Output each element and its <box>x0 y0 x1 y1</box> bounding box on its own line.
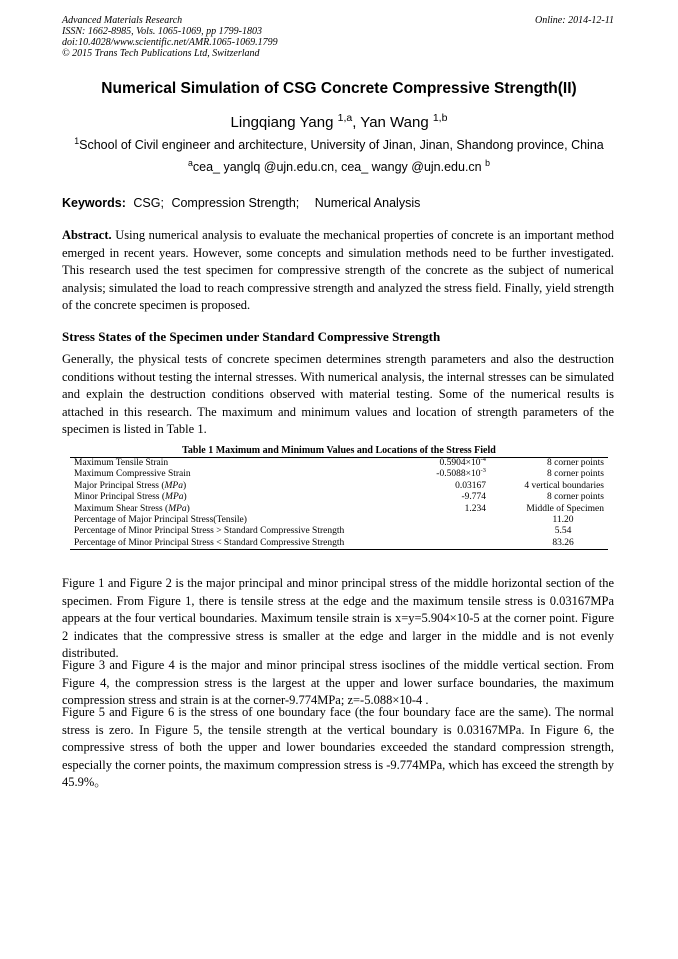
row-value: 1.234 <box>464 503 486 514</box>
table-row <box>70 492 608 503</box>
online-date: Online: 2014-12-11 <box>535 15 614 26</box>
author-emails <box>0 157 678 174</box>
row-location: 8 corner points <box>547 458 604 468</box>
row-value: 11.20 <box>552 515 574 526</box>
table-row <box>70 504 608 515</box>
keywords-label: Keywords: <box>62 196 126 210</box>
body-paragraph: Figure 3 and Figure 4 is the major and minor principal stress isoclines of the middle vertical section. From Figure 4, the compression stress is the largest at the upper and lower surface boundaries, the maximum compression stress and strain is at the corner-9.774MPa; z=-5.088×10-4 . <box>62 658 614 707</box>
body-paragraph: Figure 5 and Figure 6 is the stress of one boundary face (the four boundary face are the same). The normal stress is zero. In Figure 5, the tensile strength at the vertical boundary is 0.03167MPa. In Figure 6, the compressive stress of both the upper and lower boundaries exceeded the standard compression strength, especially the corner points, the maximum compression stress is -9.774MPa, which has exceed the strength by 45.9%。 <box>62 705 614 789</box>
row-value: 0.03167 <box>455 480 486 491</box>
row-location: Middle of Specimen <box>526 503 604 514</box>
abstract-text: Using numerical analysis to evaluate the mechanical properties of concrete is an important method emerged in recent years. However, some concepts and simulation methods need to be further investigated. This research used the test specimen for compressive strength of the concrete as the subject of numerical analysis; simulated the load to reach compressive strength and analyzed the stress field. Finally, yield strength of the concrete specimen is proposed. <box>62 228 615 312</box>
keyword: Numerical Analysis <box>314 196 421 210</box>
row-label: Maximum Shear Stress (MPa) <box>74 503 190 514</box>
email-superscript-a: a <box>188 157 193 168</box>
table-caption: Table 1 Maximum and Minimum Values and Locations of the Stress Field <box>182 445 496 456</box>
author-list <box>0 114 678 131</box>
journal-header <box>62 15 614 59</box>
row-location: 4 vertical boundaries <box>524 480 604 491</box>
affiliation-superscript: 1 <box>74 135 80 146</box>
table-row <box>70 469 608 480</box>
keyword: CSG; <box>133 196 164 210</box>
author-name: Lingqiang Yang <box>230 114 334 131</box>
row-label: Major Principal Stress (MPa) <box>74 480 187 491</box>
author-superscript: 1,a <box>337 112 353 124</box>
row-label: Percentage of Major Principal Stress(Tensile) <box>74 515 247 526</box>
table-row <box>70 515 608 526</box>
affiliation <box>0 135 678 152</box>
row-value: -9.774 <box>461 492 486 503</box>
row-value: $-0.5088\times 10^{-3}$ <box>436 467 486 480</box>
section-heading: Stress States of the Specimen under Standard Compressive Strength <box>62 329 441 344</box>
email-text[interactable]: cea_ yanglq @ujn.edu.cn, cea_ wangy @ujn.edu.cn <box>192 160 482 174</box>
paper-title: Numerical Simulation of CSG Concrete Compressive Strength(II) <box>101 80 577 97</box>
row-label: Minor Principal Stress (MPa) <box>74 492 187 503</box>
abstract <box>62 227 614 315</box>
row-location: 8 corner points <box>547 492 604 503</box>
keywords <box>62 196 614 210</box>
keyword: Compression Strength; <box>171 196 300 210</box>
body-paragraph: Figure 1 and Figure 2 is the major principal and minor principal stress of the middle horizontal section of the specimen. From Figure 1, there is tensile stress at the edge and the maximum tensile stress is 0.03167MPa appears at the four vertical boundaries. Maximum tensile strain is x=y=5.904×10-5 at the corner point. Figure 2 indicates that the compressive stress is smaller at the edge and larger in the middle and is not evenly distributed. <box>62 576 614 660</box>
row-location: 8 corner points <box>547 469 604 480</box>
row-value: $0.5904\times 10^{-4}$ <box>439 455 486 468</box>
email-superscript-b: b <box>485 157 490 168</box>
stress-field-table <box>70 457 608 550</box>
author-separator: , <box>352 114 361 131</box>
author-name: Yan Wang <box>360 114 429 131</box>
affiliation-text: School of Civil engineer and architecture, University of Jinan, Jinan, Shandong province, China <box>79 138 604 152</box>
author-superscript: 1,b <box>432 112 448 124</box>
row-label: Percentage of Minor Principal Stress < Standard Compressive Strength <box>74 537 345 548</box>
abstract-label: Abstract. <box>62 228 112 242</box>
table-row <box>70 481 608 492</box>
table-row <box>70 526 608 537</box>
table-row <box>70 538 608 550</box>
row-label: Maximum Compressive Strain <box>74 469 191 480</box>
journal-name: Advanced Materials Research <box>62 15 183 26</box>
row-value: 5.54 <box>554 526 572 537</box>
row-value: 83.26 <box>552 537 574 548</box>
row-label: Maximum Tensile Strain <box>74 458 169 468</box>
section-paragraph: Generally, the physical tests of concrete specimen determines strength parameters and also the destruction conditions without testing the internal stresses. With numerical analysis, the internal stresses can be simulated and explain the destruction conditions observed with material testing. Some of the numerical results is attached in this research. The maximum and minimum values and location of strength parameters of the specimen is listed in Table 1. <box>62 352 614 436</box>
doi-line[interactable]: doi:10.4028/www.scientific.net/AMR.1065-1069.1799 <box>62 37 278 48</box>
issn-line: ISSN: 1662-8985, Vols. 1065-1069, pp 1799-1803 <box>62 26 262 37</box>
copyright-line: © 2015 Trans Tech Publications Ltd, Switzerland <box>62 48 260 59</box>
table-row <box>70 458 608 470</box>
row-label: Percentage of Minor Principal Stress > Standard Compressive Strength <box>74 526 345 537</box>
